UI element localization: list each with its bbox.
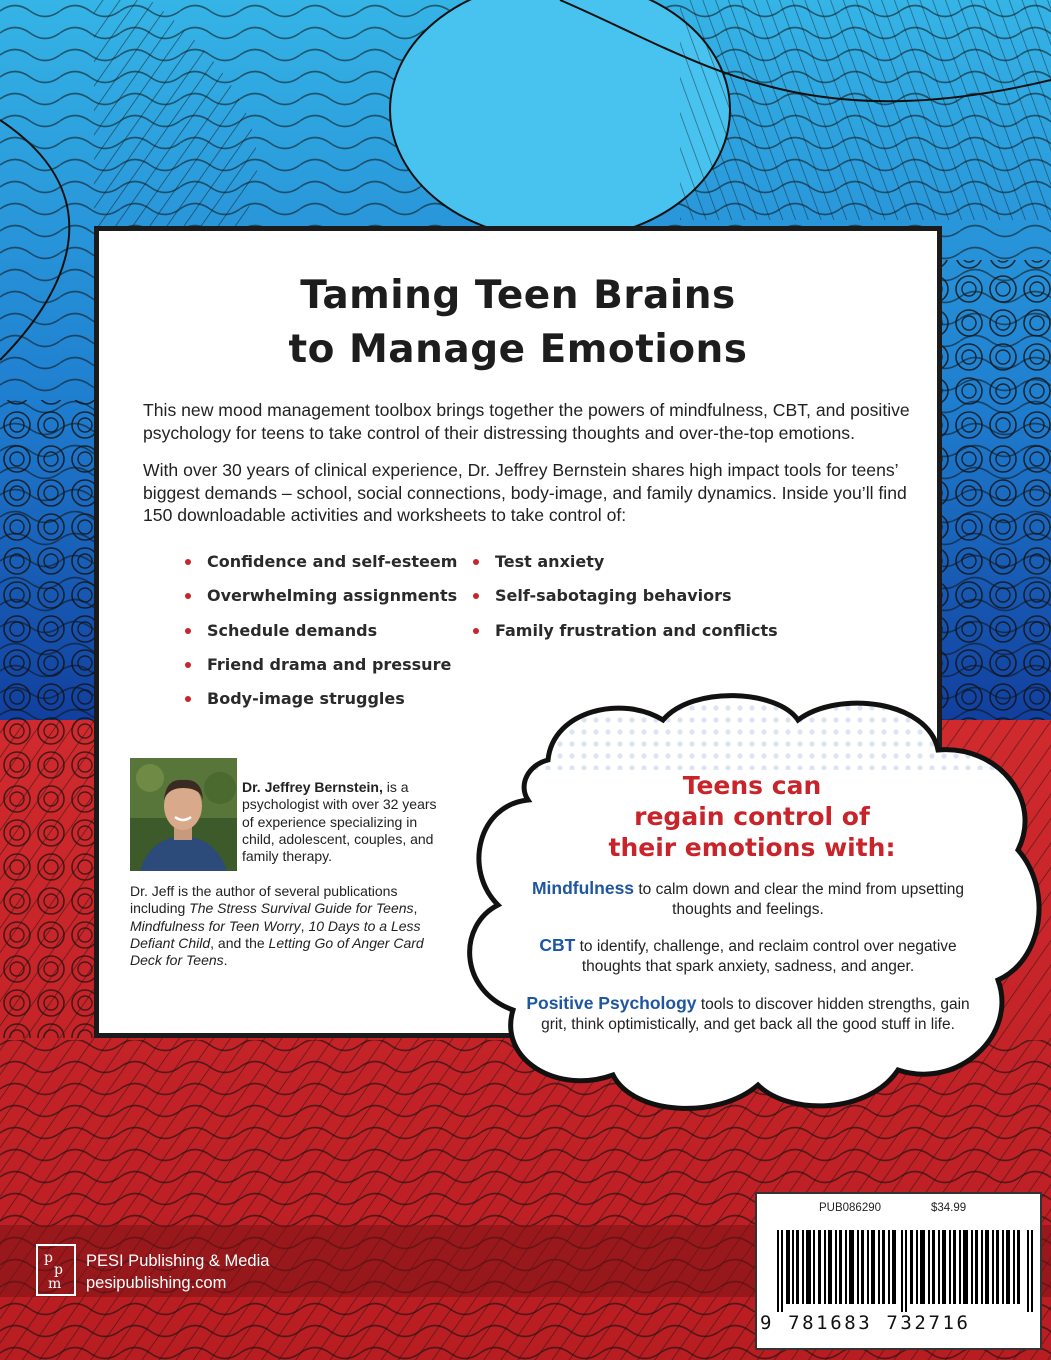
list-item: Friend drama and pressure	[185, 654, 457, 688]
svg-text:m: m	[48, 1276, 62, 1292]
title-line-2: to Manage Emotions	[288, 327, 748, 372]
svg-text:p: p	[54, 1262, 63, 1278]
bullet-dot-icon	[185, 662, 191, 668]
list-item: Body-image struggles	[185, 688, 457, 722]
bullet-dot-icon	[185, 696, 191, 702]
intro-paragraph: This new mood management toolbox brings together the powers of mindfulness, CBT, and positive psychology for teens to take control of their distressing thoughts and over-the-top emotions.	[143, 400, 910, 443]
author-bio: Dr. Jeffrey Bernstein, is a psychologist with over 32 years of experience specializing in child, adolescent, couples, and family therapy.	[242, 779, 437, 865]
title-line-1: Taming Teen Brains	[300, 273, 736, 318]
main-title	[99, 269, 937, 377]
list-item: Confidence and self-esteem	[185, 551, 457, 585]
book-title: 10 Days to a Less Defiant Child	[130, 917, 421, 951]
bullet-dot-icon	[185, 593, 191, 599]
benefit-mindfulness: Mindfulness to calm down and clear the mind from upsetting thoughts and feelings.	[531, 878, 965, 918]
list-item: Family frustration and conflicts	[473, 620, 778, 654]
cloud-title: Teens can regain control of their emotions with:	[608, 771, 896, 862]
list-item: Self-sabotaging behaviors	[473, 585, 778, 619]
book-title: Letting Go of Anger Card Deck for Teens	[130, 934, 424, 969]
book-title: The Stress Survival Guide for Teens	[189, 900, 414, 917]
bullet-dot-icon	[473, 628, 479, 634]
barcode-icon	[777, 1230, 1039, 1312]
author-publications: Dr. Jeff is the author of several publications including The Stress Survival Guide for Teens, Mindfulness for Teen Worry, 10 Days to a Less Defiant Child, and the Letting Go of Anger Card Deck for Teens.	[130, 883, 424, 969]
pesi-logo-icon	[36, 1244, 76, 1296]
benefit-cbt: CBT to identify, challenge, and reclaim control over negative thoughts that spark anxiety, sadness, and anger.	[539, 935, 957, 975]
author-name: Dr. Jeffrey Bernstein,	[242, 779, 383, 795]
publisher-url: pesipublishing.com	[86, 1274, 227, 1292]
list-item: Schedule demands	[185, 620, 457, 654]
bullet-dot-icon	[473, 593, 479, 599]
bullet-dot-icon	[473, 559, 479, 565]
topics-list-left	[185, 551, 457, 722]
barcode-box	[755, 1192, 1042, 1350]
bullet-dot-icon	[185, 559, 191, 565]
bullet-dot-icon	[185, 628, 191, 634]
benefit-positive-psychology: Positive Psychology tools to discover hidden strengths, gain grit, think optimistically, and get back all the good stuff in life.	[526, 993, 970, 1033]
list-item: Test anxiety	[473, 551, 778, 585]
price: $34.99	[931, 1202, 967, 1214]
benefits-cloud	[458, 690, 1046, 1118]
topics-list-right	[473, 551, 778, 654]
book-title: Mindfulness for Teen Worry	[130, 917, 301, 934]
author-photo	[130, 758, 237, 871]
list-item: Overwhelming assignments	[185, 585, 457, 619]
isbn-number: 9 781683 732716	[760, 1312, 971, 1334]
experience-paragraph: With over 30 years of clinical experience, Dr. Jeffrey Bernstein shares high impact tools for teens’ biggest demands – school, social connections, body-image, and family dynamics. Inside you’ll find 150 downloadable activities and worksheets to take control of:	[143, 460, 907, 525]
svg-text:p: p	[44, 1250, 53, 1266]
pub-code: PUB086290	[819, 1202, 882, 1214]
publisher-name: PESI Publishing & Media	[86, 1252, 270, 1270]
